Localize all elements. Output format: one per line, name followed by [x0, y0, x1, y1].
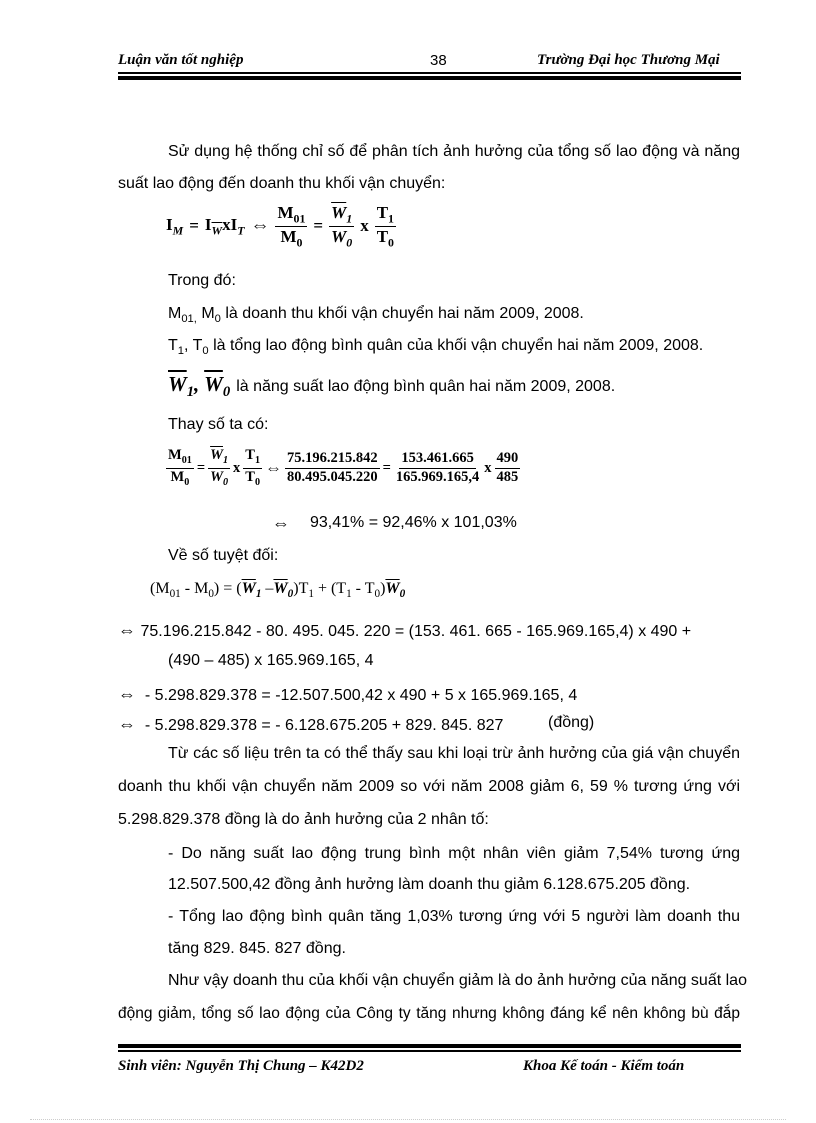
bullet-2-line-2: tăng 829. 845. 827 đồng.: [168, 940, 346, 957]
header-rule-thick: [118, 76, 741, 80]
footer-right: Khoa Kế toán - Kiểm toán: [523, 1058, 685, 1074]
intro-line-2: suất lao động đến doanh thu khối vận chuyển:: [118, 175, 446, 192]
definition-t: $T_1$, $T_0$ là tổng lao động bình quân của khối vận chuyển hai năm 2009, 2008.: [168, 337, 704, 358]
absolute-line-2: (490 – 485) x 165.969.165, 4: [168, 652, 374, 669]
substituted-formula: $\frac{M_{01}}{M_0}$ = $\frac{\overline{W}_1}{\overline{W}_0}$ x $\frac{T_1}{T_0}$ ⇔ $\frac{75.196.215.842}{80.495.045.220}$ = $\frac{153.461.665}{165.969.165,4}$ x $\frac{490}{485}$: [168, 447, 519, 488]
value-m01: 75.196.215.842: [285, 451, 380, 468]
index-formula: $I_M$ = $I_{\overline{W}}xI_T$ ⇔ $\frac{M_{01}}{M_0}$ = $\frac{\overline{W}_1}{\overline{W}_0}$ x $\frac{T_1}{T_0}$: [166, 203, 394, 250]
value-m0: 80.495.045.220: [287, 468, 378, 485]
absolute-formula: $(M_{01} - M_0) = (\overline{W}_1$ $-\overline{W}_0)T_1 + (T_1 - T_0)\overline{W}_0$: [150, 580, 406, 601]
substitute-label: Thay số ta có:: [168, 416, 269, 433]
header-left: Luận văn tốt nghiệp: [118, 52, 244, 68]
conclusion-line-2: doanh thu khối vận chuyển năm 2009 so với năm 2008 giảm 6, 59 % tương ứng với: [118, 778, 740, 795]
value-t0: 485: [496, 468, 519, 485]
ratio-result: 93,41% = 92,46% x 101,03%: [310, 514, 517, 531]
footer-rule-thin: [118, 1050, 741, 1052]
bullet-1-line-1: - Do năng suất lao động trung bình một nhân viên giảm 7,54% tương ứng: [168, 845, 740, 862]
closing-line-2: động giảm, tổng số lao động của Công ty tăng nhưng không đáng kể nên không bù đắp: [118, 1005, 740, 1022]
footer-rule-thick: [118, 1044, 741, 1048]
page-number: 38: [430, 52, 447, 69]
unit-dong: (đồng): [548, 714, 595, 731]
where-label: Trong đó:: [168, 272, 236, 289]
bullet-2-line-1: - Tổng lao động bình quân tăng 1,03% tương ứng với 5 người làm doanh thu: [168, 908, 740, 925]
value-t1: 490: [495, 451, 521, 468]
conclusion-line-1: Từ các số liệu trên ta có thể thấy sau khi loại trừ ảnh hưởng của giá vận chuyển: [168, 745, 740, 762]
absolute-label: Về số tuyệt đối:: [168, 547, 279, 564]
absolute-line-3: ⇔ - 5.298.829.378 = -12.507.500,42 x 490 + 5 x 165.969.165, 4: [118, 684, 578, 704]
conclusion-line-3: 5.298.829.378 đồng là do ảnh hưởng của 2 nhân tố:: [118, 811, 489, 828]
value-w0: 165.969.165,4: [395, 468, 480, 485]
closing-line-1: Như vậy doanh thu của khối vận chuyển giảm là do ảnh hưởng của năng suất lao: [168, 972, 747, 989]
absolute-line-4: ⇔ - 5.298.829.378 = - 6.128.675.205 + 829. 845. 827: [118, 714, 504, 734]
value-w1: 153.461.665: [399, 451, 476, 468]
header-rule-thin: [118, 72, 741, 74]
page-bottom-dotted-edge: [30, 1119, 786, 1120]
ratio-result-line: ⇔ 93,41% = 92,46% x 101,03%: [272, 513, 517, 533]
footer-left: Sinh viên: Nguyễn Thị Chung – K42D2: [118, 1058, 364, 1074]
definition-m: $M_{01,}$ $M_0$ là doanh thu khối vận chuyển hai năm 2009, 2008.: [168, 305, 584, 326]
bullet-1-line-2: 12.507.500,42 đồng ảnh hưởng làm doanh thu giảm 6.128.675.205 đồng.: [168, 876, 691, 893]
absolute-line-1: ⇔ 75.196.215.842 - 80. 495. 045. 220 = (153. 461. 665 - 165.969.165,4) x 490 +: [118, 620, 692, 640]
intro-line-1: Sử dụng hệ thống chỉ số để phân tích ảnh hưởng của tổng số lao động và năng: [168, 143, 740, 160]
header-right: Trường Đại học Thương Mại: [537, 52, 720, 68]
definition-w: $\overline{W}_1$, $\overline{W}_0$ là năng suất lao động bình quân hai năm 2009, 2008.: [168, 372, 616, 401]
